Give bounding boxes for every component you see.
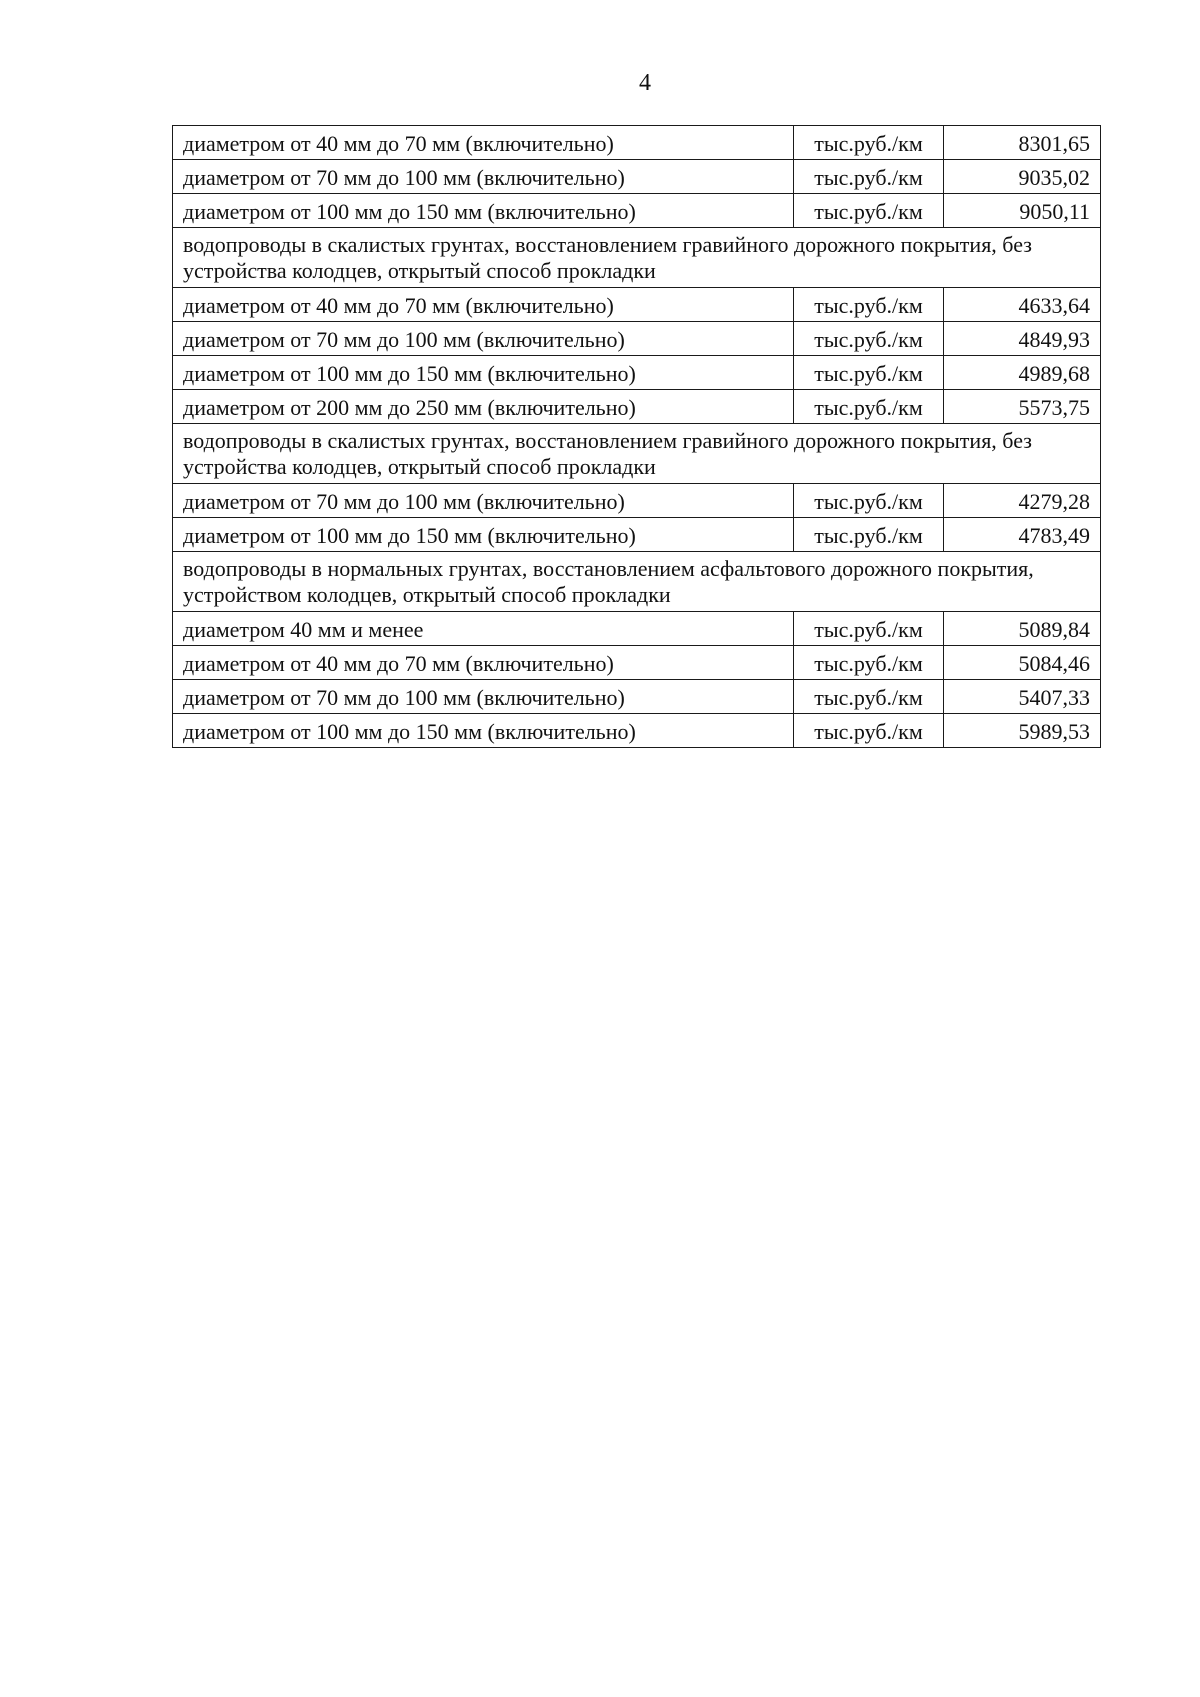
diameter-description: диаметром от 70 мм до 100 мм (включительно) <box>173 484 794 518</box>
table-row <box>173 194 1101 228</box>
diameter-description: диаметром от 70 мм до 100 мм (включительно) <box>173 160 794 194</box>
diameter-description: диаметром от 40 мм до 70 мм (включительно) <box>173 288 794 322</box>
price-value: 9050,11 <box>944 194 1101 228</box>
section-title: водопроводы в скалистых грунтах, восстановлением гравийного дорожного покрытия, без устройства колодцев, открытый способ прокладки <box>173 424 1101 484</box>
price-value: 4989,68 <box>944 356 1101 390</box>
diameter-description: диаметром от 40 мм до 70 мм (включительно) <box>173 646 794 680</box>
section-header-row <box>173 228 1101 288</box>
price-value: 5407,33 <box>944 680 1101 714</box>
section-header-row <box>173 424 1101 484</box>
diameter-description: диаметром от 70 мм до 100 мм (включительно) <box>173 322 794 356</box>
price-value: 4633,64 <box>944 288 1101 322</box>
table-row <box>173 322 1101 356</box>
diameter-description: диаметром от 100 мм до 150 мм (включительно) <box>173 714 794 748</box>
unit-cell: тыс.руб./км <box>794 160 944 194</box>
unit-cell: тыс.руб./км <box>794 680 944 714</box>
price-value: 5989,53 <box>944 714 1101 748</box>
table-row <box>173 160 1101 194</box>
table-row <box>173 612 1101 646</box>
diameter-description: диаметром 40 мм и менее <box>173 612 794 646</box>
table-row <box>173 518 1101 552</box>
unit-cell: тыс.руб./км <box>794 518 944 552</box>
section-header-row <box>173 552 1101 612</box>
price-value: 5084,46 <box>944 646 1101 680</box>
unit-cell: тыс.руб./км <box>794 194 944 228</box>
price-value: 5089,84 <box>944 612 1101 646</box>
unit-cell: тыс.руб./км <box>794 612 944 646</box>
diameter-description: диаметром от 100 мм до 150 мм (включительно) <box>173 518 794 552</box>
diameter-description: диаметром от 100 мм до 150 мм (включительно) <box>173 356 794 390</box>
table-row <box>173 126 1101 160</box>
diameter-description: диаметром от 100 мм до 150 мм (включительно) <box>173 194 794 228</box>
table-row <box>173 484 1101 518</box>
table-row <box>173 714 1101 748</box>
price-value: 4849,93 <box>944 322 1101 356</box>
price-value: 4783,49 <box>944 518 1101 552</box>
table-row <box>173 288 1101 322</box>
diameter-description: диаметром от 70 мм до 100 мм (включительно) <box>173 680 794 714</box>
unit-cell: тыс.руб./км <box>794 646 944 680</box>
unit-cell: тыс.руб./км <box>794 390 944 424</box>
unit-cell: тыс.руб./км <box>794 126 944 160</box>
page-number: 4 <box>639 70 651 96</box>
price-value: 5573,75 <box>944 390 1101 424</box>
unit-cell: тыс.руб./км <box>794 322 944 356</box>
diameter-description: диаметром от 200 мм до 250 мм (включительно) <box>173 390 794 424</box>
tariff-table-body <box>173 126 1101 748</box>
section-title: водопроводы в нормальных грунтах, восстановлением асфальтового дорожного покрытия, устройством колодцев, открытый способ прокладки <box>173 552 1101 612</box>
unit-cell: тыс.руб./км <box>794 356 944 390</box>
unit-cell: тыс.руб./км <box>794 484 944 518</box>
section-title: водопроводы в скалистых грунтах, восстановлением гравийного дорожного покрытия, без устройства колодцев, открытый способ прокладки <box>173 228 1101 288</box>
table-row <box>173 356 1101 390</box>
table-row <box>173 390 1101 424</box>
table-row <box>173 680 1101 714</box>
price-value: 8301,65 <box>944 126 1101 160</box>
diameter-description: диаметром от 40 мм до 70 мм (включительно) <box>173 126 794 160</box>
unit-cell: тыс.руб./км <box>794 288 944 322</box>
price-value: 4279,28 <box>944 484 1101 518</box>
price-value: 9035,02 <box>944 160 1101 194</box>
table-row <box>173 646 1101 680</box>
tariff-table <box>172 125 1101 748</box>
unit-cell: тыс.руб./км <box>794 714 944 748</box>
